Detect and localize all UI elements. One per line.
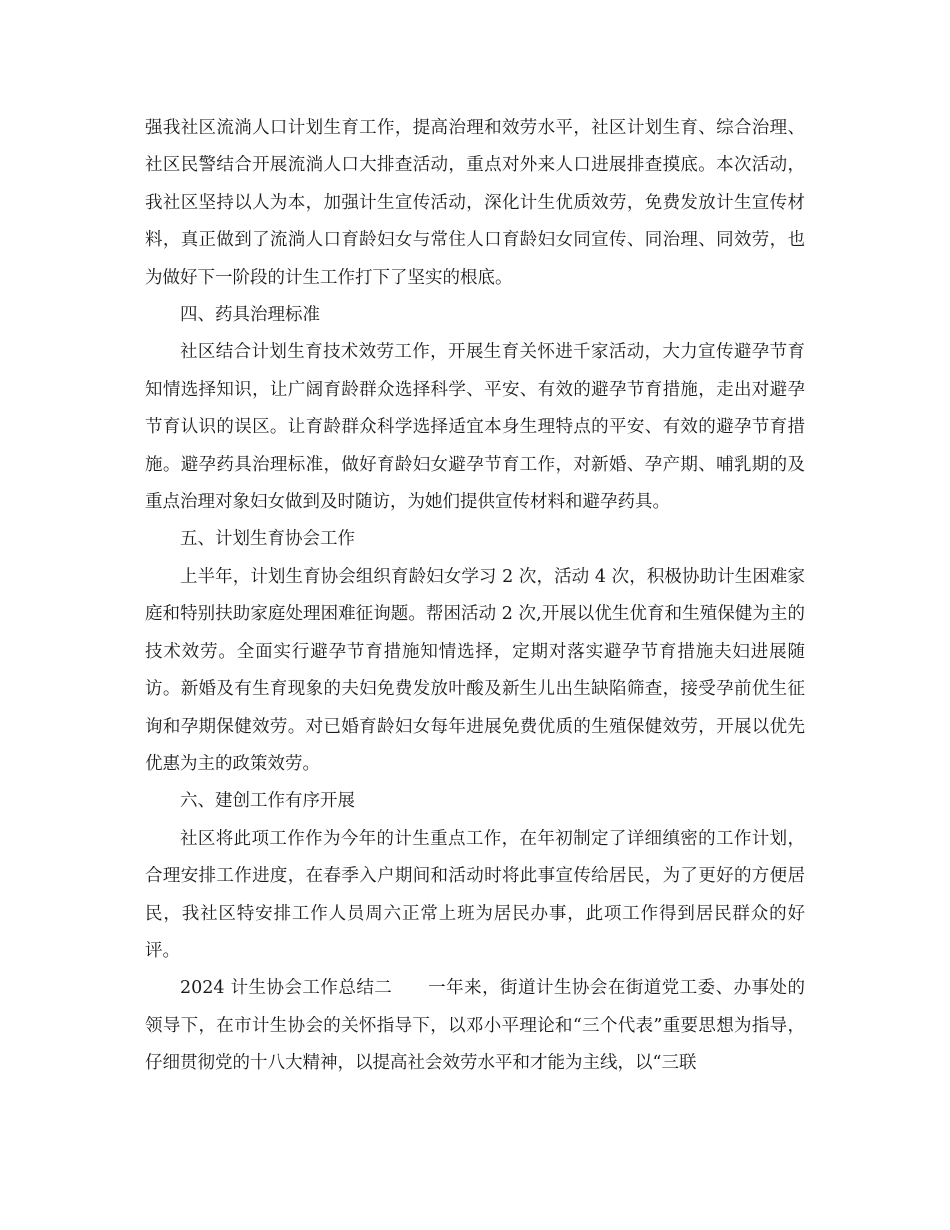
paragraph-creation-work: 社区将此项工作作为今年的计生重点工作，在年初制定了详细缜密的工作计划，合理安排工作进度，在春季入户期间和活动时将此事宣传给居民，为了更好的方便居民，我社区特安排工作人员周六正常上班为居民办事，此项工作得到居民群众的好评。 [145, 828, 805, 961]
paragraph-family-planning-association: 上半年，计划生育协会组织育龄妇女学习 2 次，活动 4 次，积极协助计生困难家庭和特别扶助家庭处理困难征询题。帮困活动 2 次,开展以优生优育和生殖保健为主的技术效劳。全面实行避孕节育措施知情选择，定期对落实避孕节育措施夫妇进展随访。新婚及有生育现象的夫妇免费发放叶酸及新生儿出生缺陷筛查，接受孕前优生征询和孕期保健效劳。对已婚育龄妇女每年进展免费优质的生殖保健效劳，开展以优先优惠为主的政策效劳。 [145, 566, 805, 774]
paragraph-contraceptive-management: 社区结合计划生育技术效劳工作，开展生育关怀进千家活动，大力宣传避孕节育知情选择知识，让广阔育龄群众选择科学、平安、有效的避孕节育措施，走出对避孕节育认识的误区。让育龄群众科学选择适宜本身生理特点的平安、有效的避孕节育措施。避孕药具治理标准，做好育龄妇女避孕节育工作，对新婚、孕产期、哺乳期的及重点治理对象妇女做到及时随访，为她们提供宣传材料和避孕药具。 [145, 342, 805, 513]
section-heading-4: 四、药具治理标准 [180, 305, 320, 326]
paragraph-summary-two: 2024 计生协会工作总结二 一年来，街道计生协会在街道党工委、办事处的领导下，在市计生协会的关怀指导下，以邓小平理论和“三个代表”重要思想为指导，仔细贯彻党的十八大精神，以提高社会效劳水平和才能为主线，以“三联 [145, 978, 805, 1074]
section-heading-6: 六、建创工作有序开展 [180, 791, 355, 812]
document-body [145, 110, 805, 1083]
section-heading-5: 五、计划生育协会工作 [180, 529, 355, 550]
paragraph-continued: 强我社区流淌人口计划生育工作，提高治理和效劳水平，社区计划生育、综合治理、社区民警结合开展流淌人口大排查活动，重点对外来人口进展排查摸底。本次活动，我社区坚持以人为本，加强计生宣传活动，深化计生优质效劳，免费发放计生宣传材料，真正做到了流淌人口育龄妇女与常住人口育龄妇女同宣传、同治理、同效劳，也为做好下一阶段的计生工作打下了坚实的根底。 [145, 118, 805, 288]
